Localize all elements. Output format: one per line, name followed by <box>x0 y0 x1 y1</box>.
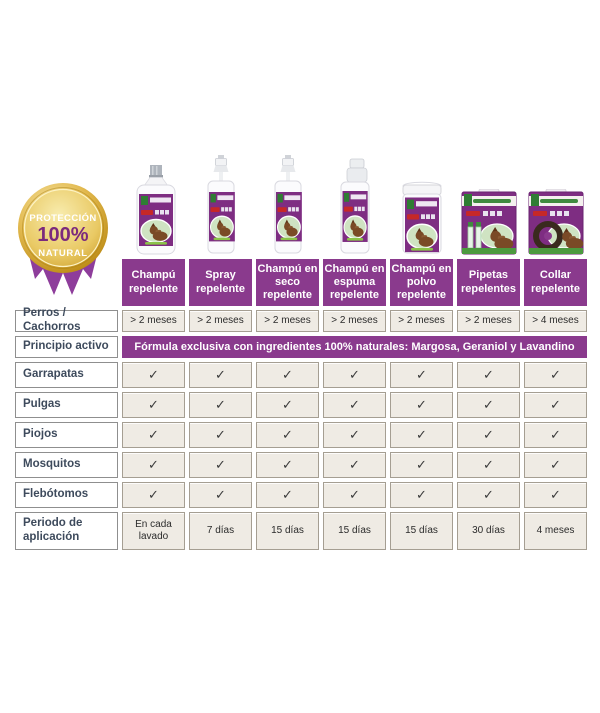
check-cell: ✓ <box>189 392 252 418</box>
age-cell: > 2 meses <box>390 310 453 332</box>
row-label-age: Perros / Cachorros <box>15 310 118 332</box>
check-cell: ✓ <box>189 482 252 508</box>
period-cell: 4 meses <box>524 512 587 550</box>
product-image-champu-polvo <box>390 160 453 255</box>
check-cell: ✓ <box>323 422 386 448</box>
row-label-period: Periodo de aplicación <box>15 512 118 550</box>
check-cell: ✓ <box>189 452 252 478</box>
column-header-collar: Collar repelente <box>524 259 587 306</box>
period-cell: 30 días <box>457 512 520 550</box>
foam-dispenser-icon <box>327 157 383 255</box>
powder-shaker-icon <box>394 181 450 255</box>
comparison-table <box>15 160 587 550</box>
product-image-pipetas <box>457 160 520 255</box>
badge-line1: PROTECCIÓN <box>29 213 97 224</box>
check-cell: ✓ <box>323 392 386 418</box>
column-header-champu-espuma: Champú en espuma repelente <box>323 259 386 306</box>
check-cell: ✓ <box>524 392 587 418</box>
spray-bottle-icon <box>193 155 249 255</box>
check-cell: ✓ <box>323 452 386 478</box>
check-cell: ✓ <box>524 362 587 388</box>
column-header-champu-seco: Champú en seco repelente <box>256 259 319 306</box>
check-cell: ✓ <box>189 422 252 448</box>
pipettes-box-icon <box>459 189 519 255</box>
check-cell: ✓ <box>122 362 185 388</box>
active-ingredient-banner: Fórmula exclusiva con ingredientes 100% naturales: Margosa, Geraniol y Lavandino <box>122 336 587 358</box>
product-image-spray <box>189 160 252 255</box>
age-cell: > 2 meses <box>189 310 252 332</box>
period-cell: En cada lavado <box>122 512 185 550</box>
check-cell: ✓ <box>390 422 453 448</box>
period-cell: 15 días <box>323 512 386 550</box>
check-cell: ✓ <box>457 362 520 388</box>
check-cell: ✓ <box>323 362 386 388</box>
check-cell: ✓ <box>323 482 386 508</box>
column-header-champu: Champú repelente <box>122 259 185 306</box>
check-cell: ✓ <box>256 392 319 418</box>
check-cell: ✓ <box>524 482 587 508</box>
row-label-mosquitos: Mosquitos <box>15 452 118 478</box>
row-label-active-ingredient: Principio activo <box>15 336 118 358</box>
check-cell: ✓ <box>256 482 319 508</box>
check-cell: ✓ <box>256 362 319 388</box>
check-cell: ✓ <box>122 422 185 448</box>
row-label-pulgas: Pulgas <box>15 392 118 418</box>
product-image-collar <box>524 160 587 255</box>
check-cell: ✓ <box>122 482 185 508</box>
row-label-garrapatas: Garrapatas <box>15 362 118 388</box>
column-header-pipetas: Pipetas repelentes <box>457 259 520 306</box>
check-cell: ✓ <box>524 422 587 448</box>
age-cell: > 2 meses <box>457 310 520 332</box>
dry-shampoo-spray-icon <box>260 155 316 255</box>
check-cell: ✓ <box>457 392 520 418</box>
check-cell: ✓ <box>122 392 185 418</box>
period-cell: 15 días <box>390 512 453 550</box>
row-label-piojos: Piojos <box>15 422 118 448</box>
product-image-champu <box>122 160 185 255</box>
product-image-champu-espuma <box>323 160 386 255</box>
column-header-spray: Spray repelente <box>189 259 252 306</box>
check-cell: ✓ <box>256 422 319 448</box>
check-cell: ✓ <box>390 452 453 478</box>
shampoo-bottle-icon <box>126 165 182 255</box>
period-cell: 15 días <box>256 512 319 550</box>
badge-line2: 100% <box>37 224 89 246</box>
check-cell: ✓ <box>390 482 453 508</box>
badge-line3: NATURAL <box>38 248 88 259</box>
age-cell: > 4 meses <box>524 310 587 332</box>
check-cell: ✓ <box>457 452 520 478</box>
check-cell: ✓ <box>256 452 319 478</box>
check-cell: ✓ <box>390 362 453 388</box>
column-header-champu-polvo: Champú en polvo repelente <box>390 259 453 306</box>
check-cell: ✓ <box>524 452 587 478</box>
age-cell: > 2 meses <box>256 310 319 332</box>
check-cell: ✓ <box>189 362 252 388</box>
period-cell: 7 días <box>189 512 252 550</box>
age-cell: > 2 meses <box>122 310 185 332</box>
check-cell: ✓ <box>457 482 520 508</box>
check-cell: ✓ <box>390 392 453 418</box>
check-cell: ✓ <box>457 422 520 448</box>
check-cell: ✓ <box>122 452 185 478</box>
product-image-champu-seco <box>256 160 319 255</box>
row-label-flebotomos: Flebótomos <box>15 482 118 508</box>
age-cell: > 2 meses <box>323 310 386 332</box>
collar-box-icon <box>526 189 586 255</box>
